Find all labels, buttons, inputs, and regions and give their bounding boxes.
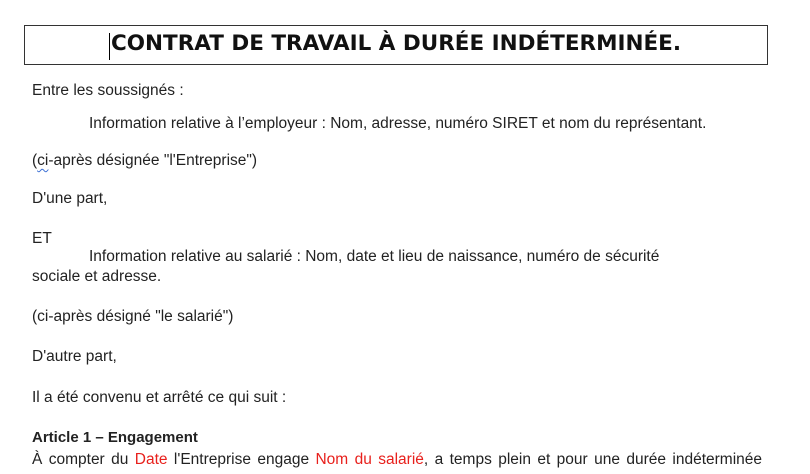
employee-info-line-1[interactable]: Information relative au salarié : Nom, date et lieu de naissance, numéro de sécurité bbox=[89, 248, 660, 265]
company-alias[interactable] bbox=[32, 151, 257, 171]
spellcheck-marked-word[interactable]: ci bbox=[37, 152, 49, 169]
first-part-line[interactable]: D'une part, bbox=[32, 190, 108, 207]
article-1-paragraph[interactable] bbox=[32, 450, 762, 470]
article-1-text-part-3: , a temps plein et pour une durée bbox=[423, 451, 666, 468]
text-cursor bbox=[109, 33, 110, 60]
agreed-line[interactable]: Il a été convenu et arrêté ce qui suit : bbox=[32, 389, 287, 406]
article-1-text-part-2: l'Entreprise engage bbox=[167, 451, 316, 468]
employee-info-line-2[interactable]: sociale et adresse. bbox=[32, 268, 162, 285]
employee-alias[interactable]: (ci-après désigné "le salarié") bbox=[32, 308, 234, 325]
date-placeholder[interactable]: Date bbox=[134, 451, 168, 468]
document-title[interactable]: CONTRAT DE TRAVAIL À DURÉE INDÉTERMINÉE. bbox=[110, 31, 682, 56]
article-1-continuation: indéterminée bbox=[672, 451, 763, 468]
and-line[interactable]: ET bbox=[32, 230, 52, 247]
second-part-line[interactable]: D'autre part, bbox=[32, 348, 117, 365]
employer-info[interactable]: Information relative à l’employeur : Nom, adresse, numéro SIRET et nom du représentant. bbox=[89, 115, 707, 132]
employee-name-placeholder[interactable]: Nom du salarié bbox=[315, 451, 424, 468]
article-1-heading[interactable]: Article 1 – Engagement bbox=[32, 429, 198, 446]
company-alias-end: -après désignée "l'Entreprise") bbox=[48, 152, 258, 169]
article-1-text-part-1: À compter du bbox=[32, 451, 135, 468]
title-box bbox=[24, 25, 768, 65]
intro-line[interactable]: Entre les soussignés : bbox=[32, 82, 184, 99]
company-alias-start: ( bbox=[32, 152, 38, 169]
